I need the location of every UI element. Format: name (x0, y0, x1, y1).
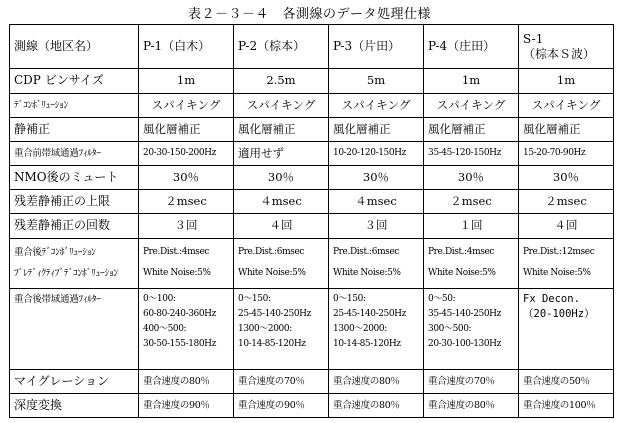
processing-spec-table (9, 24, 614, 418)
table-cell: ４回 (519, 214, 614, 238)
table-cell: ４msec (234, 190, 329, 214)
table-cell: 1m (139, 69, 234, 93)
row-label: 深度変換 (10, 393, 139, 417)
table-cell: 5m (329, 69, 424, 93)
row-residual-count (10, 214, 614, 238)
row-residual-limit (10, 190, 614, 214)
table-cell: 0～100: 60-80-240-360Hz 400～500: 30-50-155-180Hz (139, 288, 234, 369)
table-cell: 0～150: 25-45-140-250Hz 1300～2000: 10-14-85-120Hz (234, 288, 329, 369)
table-cell: Pre.Dist.:12msec White Noise:5% (519, 238, 614, 288)
table-cell: ２msec (424, 190, 519, 214)
table-cell: 重合速度の100％ (519, 393, 614, 417)
row-label: 重合後帯域通過ﾌｨﾙﾀｰ (10, 288, 139, 369)
table-cell: ４回 (234, 214, 329, 238)
table-cell: 30％ (234, 166, 329, 190)
table-cell: スパイキング (424, 93, 519, 117)
row-poststack-filter (10, 288, 614, 369)
header-s1-area: （棕本Ｓ波） (523, 46, 596, 61)
header-line-p2: P-2（棕本） (234, 25, 329, 69)
row-static-correction (10, 117, 614, 141)
table-cell: Fx Decon. （20-100Hz） (519, 288, 614, 369)
page-title: 表２－３－４ 各測線のデータ処理仕様 (187, 7, 431, 22)
table-cell: スパイキング (139, 93, 234, 117)
table-cell: 風化層補正 (329, 117, 424, 141)
row-nmo-mute (10, 166, 614, 190)
row-label (10, 238, 139, 288)
table-cell: 重合速度の90％ (234, 393, 329, 417)
table-cell: 30％ (139, 166, 234, 190)
table-cell: 0～150: 25-45-140-250Hz 1300～2000: 10-14-85-120Hz (329, 288, 424, 369)
row-label: NMO後のミュート (10, 166, 139, 190)
table-cell: Pre.Dist.:4msec White Noise:5% (139, 238, 234, 288)
table-cell: ３回 (329, 214, 424, 238)
row-label: 重合前帯域通過ﾌｨﾙﾀｰ (10, 141, 139, 165)
row-label: ﾃﾞｺﾝﾎﾞﾘｭｰｼｮﾝ (10, 93, 139, 117)
row-label: 静補正 (10, 117, 139, 141)
table-cell: 風化層補正 (139, 117, 234, 141)
row-depth-conversion (10, 393, 614, 417)
table-cell: 1m (519, 69, 614, 93)
table-cell: スパイキング (234, 93, 329, 117)
table-cell: スパイキング (329, 93, 424, 117)
table-cell: 30％ (519, 166, 614, 190)
row-poststack-decon (10, 238, 614, 288)
table-cell: 風化層補正 (519, 117, 614, 141)
table-cell: 重合速度の70％ (234, 369, 329, 393)
table-cell: 適用せず (234, 141, 329, 165)
table-cell: ４msec (329, 190, 424, 214)
row-deconvolution (10, 93, 614, 117)
table-cell: 2.5m (234, 69, 329, 93)
table-cell: 重合速度の50％ (519, 369, 614, 393)
table-cell: 重合速度の90％ (139, 393, 234, 417)
table-cell: ２msec (139, 190, 234, 214)
table-cell: 風化層補正 (424, 117, 519, 141)
table-cell: 1m (424, 69, 519, 93)
table-cell: 重合速度の80％ (329, 369, 424, 393)
row-label-line: 重合後ﾃﾞｺﾝﾎﾞﾘｭｰｼｮﾝ (14, 247, 96, 259)
table-cell: 重合速度の80％ (139, 369, 234, 393)
table-cell: 30％ (424, 166, 519, 190)
header-line-p3: P-3（片田） (329, 25, 424, 69)
table-cell: スパイキング (519, 93, 614, 117)
row-label: 残差静補正の回数 (10, 214, 139, 238)
table-cell: 風化層補正 (234, 117, 329, 141)
row-label: マイグレーション (10, 369, 139, 393)
row-cdp (10, 69, 614, 93)
table-cell: 10-20-120-150Hz (329, 141, 424, 165)
header-line-p4: P-4（庄田） (424, 25, 519, 69)
table-cell: 30％ (329, 166, 424, 190)
header-s1-name: S-1 (523, 31, 544, 46)
row-label: 残差静補正の上限 (10, 190, 139, 214)
table-cell: 重合速度の70％ (424, 369, 519, 393)
table-cell: 35-45-120-150Hz (424, 141, 519, 165)
table-cell: Pre.Dist.:6msec White Noise:5% (329, 238, 424, 288)
table-cell: ２msec (519, 190, 614, 214)
table-cell: Pre.Dist.:4msec White Noise:5% (424, 238, 519, 288)
row-prestack-filter (10, 141, 614, 165)
table-cell: Pre.Dist.:6msec White Noise:5% (234, 238, 329, 288)
table-cell: 重合速度の80％ (424, 393, 519, 417)
row-label-line: ﾌﾟﾚﾃﾞｨｸﾃｨﾌﾞﾃﾞｺﾝﾎﾞﾘｭｰｼｮﾝ (14, 268, 118, 280)
header-label: 測線（地区名） (10, 25, 139, 69)
table-cell: 0～50: 35-45-140-250Hz 300～500: 20-30-100-130Hz (424, 288, 519, 369)
header-row (10, 25, 614, 69)
row-migration (10, 369, 614, 393)
header-line-s1 (519, 25, 614, 69)
table-cell: 15-20-70-90Hz (519, 141, 614, 165)
table-cell: ３回 (139, 214, 234, 238)
header-line-p1: P-1（白木） (139, 25, 234, 69)
table-cell: 20-30-150-200Hz (139, 141, 234, 165)
table-cell: 重合速度の80％ (329, 393, 424, 417)
row-label: CDP ビンサイズ (10, 69, 139, 93)
table-cell: １回 (424, 214, 519, 238)
